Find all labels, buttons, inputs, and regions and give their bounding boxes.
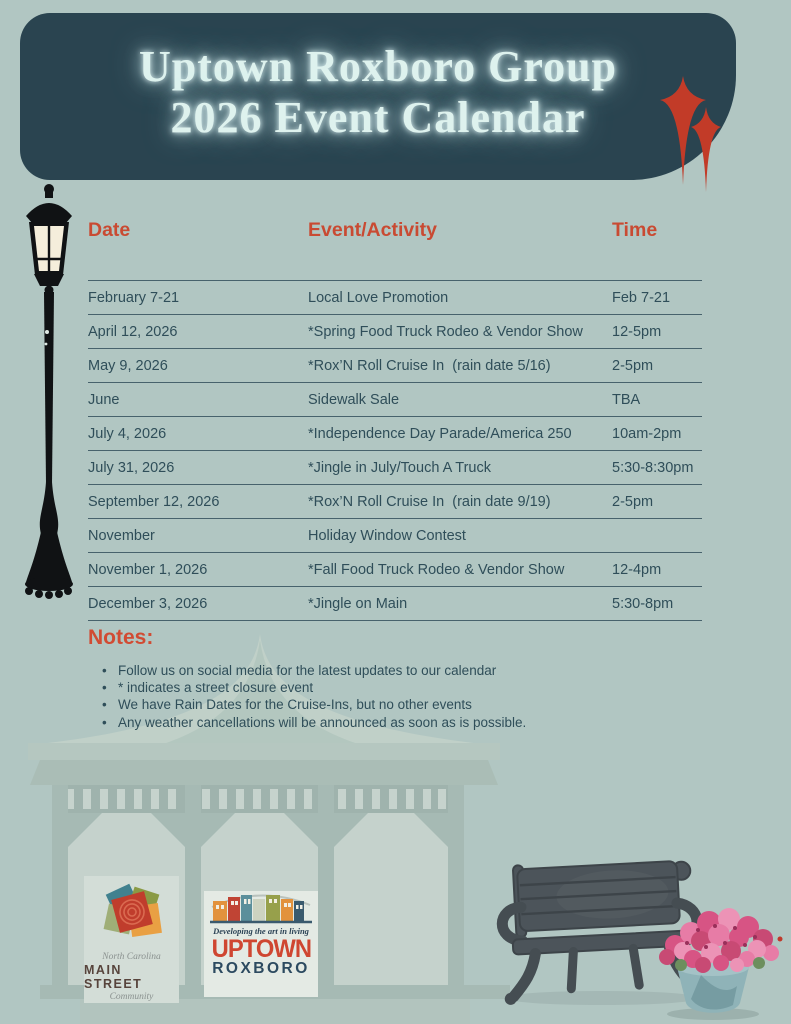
notes-section [88,626,648,731]
column-header-event: Event/Activity [308,219,437,241]
event-date: July 31, 2026 [88,459,175,476]
event-date: June [88,391,120,408]
table-header-row [88,219,702,242]
event-time: 5:30-8:30pm [612,459,694,476]
main-street-region: North Carolina [102,952,161,962]
event-name: Local Love Promotion [308,289,449,306]
table-row [88,552,702,586]
table-row [88,450,702,484]
uptown-roxboro-logo [204,891,318,997]
uptown-tagline: Developing the art in living [213,926,309,936]
uptown-buildings-icon [210,891,312,925]
event-time: 12-4pm [612,561,662,578]
note-item: • Follow us on social media for the latest updates to our calendar [102,662,648,679]
table-row [88,484,702,518]
event-date: July 4, 2026 [88,425,167,442]
event-date: September 12, 2026 [88,493,220,510]
event-date: December 3, 2026 [88,595,208,612]
events-table [88,219,702,621]
main-street-name: MAIN STREET [84,963,143,991]
event-time: 12-5pm [612,323,662,340]
event-time: 2-5pm [612,357,654,374]
notes-list [102,662,648,731]
event-name: *Jingle in July/Touch A Truck [308,459,491,476]
table-row [88,416,702,450]
table-row [88,280,702,314]
sparkles-icon [630,70,760,200]
event-name: *Independence Day Parade/America 250 [308,425,572,442]
event-date: February 7-21 [88,289,180,306]
table-row [88,518,702,552]
note-item: • * indicates a street closure event [102,679,648,696]
table-row [88,382,702,416]
event-date: May 9, 2026 [88,357,168,374]
table-row [88,586,702,620]
notes-heading: Notes: [88,626,154,649]
flower-pot-illustration [645,893,790,1022]
table-row [88,314,702,348]
header-banner [20,13,736,180]
uptown-name: UPTOWN [211,935,311,963]
event-time: Feb 7-21 [612,289,671,306]
event-name: *Fall Food Truck Rodeo & Vendor Show [308,561,565,578]
event-name: *Rox’N Roll Cruise In (rain date 9/19) [308,493,551,510]
note-item: • Any weather cancellations will be announced as soon as is possible. [102,714,648,731]
event-date: November 1, 2026 [88,561,208,578]
event-name: Sidewalk Sale [308,391,400,408]
event-time: 5:30-8pm [612,595,674,612]
main-street-logo [84,876,179,1003]
event-time: TBA [612,391,641,408]
main-street-sub: Community [109,992,154,1002]
note-item: • We have Rain Dates for the Cruise-Ins, but no other events [102,696,648,713]
event-time: 2-5pm [612,493,654,510]
event-name: *Rox’N Roll Cruise In (rain date 5/16) [308,357,551,374]
uptown-city: ROXBORO [212,960,310,977]
page-title-line2: 2026 Event Calendar [170,93,586,142]
event-time: 10am-2pm [612,425,682,442]
table-body [88,280,702,621]
table-row [88,348,702,382]
street-lamp-illustration [16,182,82,602]
main-street-logo-icon [92,876,172,952]
event-name: *Spring Food Truck Rodeo & Vendor Show [308,323,583,340]
column-header-time: Time [612,219,658,241]
event-date: April 12, 2026 [88,323,178,340]
page-title [20,13,736,143]
event-date: November [88,527,155,544]
event-name: *Jingle on Main [308,595,408,612]
event-name: Holiday Window Contest [308,527,466,544]
column-header-date: Date [88,219,131,241]
page-title-line1: Uptown Roxboro Group [138,42,618,91]
